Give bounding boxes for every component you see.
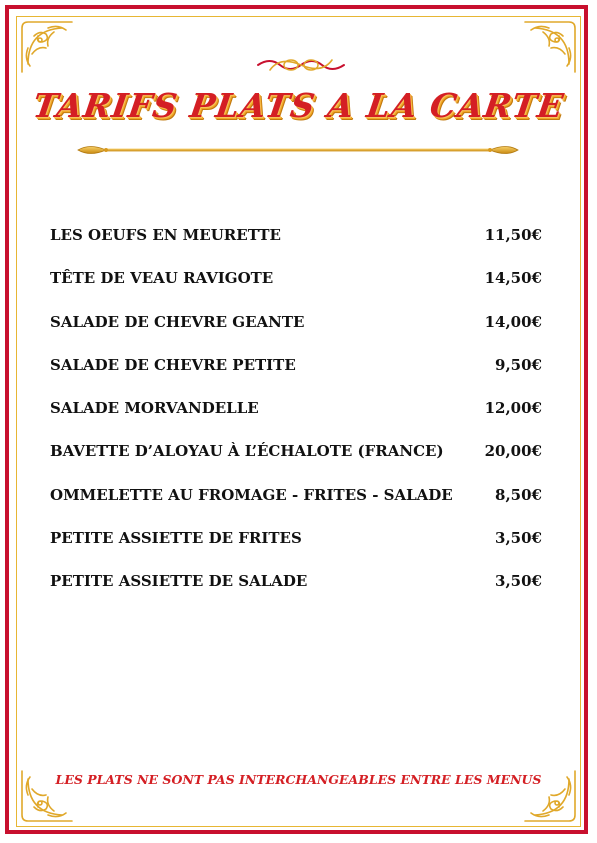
menu-item-price: 8,50€ xyxy=(495,485,542,504)
menu-row xyxy=(50,572,542,615)
menu-row xyxy=(50,442,542,485)
menu-item-price: 3,50€ xyxy=(495,572,542,591)
menu-item-name: LES OEUFS EN MEURETTE xyxy=(50,226,281,244)
menu-item-name: PETITE ASSIETTE DE FRITES xyxy=(50,529,302,548)
menu-row xyxy=(50,313,542,356)
menu-item-name: SALADE DE CHEVRE GEANTE xyxy=(50,312,305,331)
menu-item-price: 12,00€ xyxy=(484,399,542,418)
knot-flourish-icon xyxy=(256,54,346,76)
corner-ornament-icon xyxy=(521,18,579,76)
menu-row xyxy=(50,486,542,529)
menu-row xyxy=(50,529,542,572)
menu-item-price: 20,00€ xyxy=(484,442,542,461)
menu-item-price: 14,50€ xyxy=(484,269,542,288)
menu-item-name: BAVETTE D’ALOYAU À L’ÉCHALOTE (FRANCE) xyxy=(50,442,444,461)
menu-row xyxy=(50,226,542,269)
corner-ornament-icon xyxy=(18,18,76,76)
menu-item-price: 11,50€ xyxy=(484,226,542,244)
menu-item-price: 3,50€ xyxy=(495,529,542,548)
menu-row xyxy=(50,356,542,399)
menu-item-name: SALADE DE CHEVRE PETITE xyxy=(50,355,296,374)
page-title: TARIFS PLATS A LA CARTE xyxy=(30,86,567,125)
menu-list xyxy=(50,226,542,616)
menu-item-name: SALADE MORVANDELLE xyxy=(50,399,259,418)
menu-row xyxy=(50,269,542,312)
menu-row xyxy=(50,399,542,442)
menu-item-name: OMMELETTE AU FROMAGE - FRITES - SALADE xyxy=(50,485,453,504)
footer-note: LES PLATS NE SONT PAS INTERCHANGEABLES ENTRE LES MENUS xyxy=(55,772,542,787)
menu-item-name: PETITE ASSIETTE DE SALADE xyxy=(50,572,308,591)
menu-item-price: 9,50€ xyxy=(495,355,542,374)
menu-item-price: 14,00€ xyxy=(484,312,542,331)
arrow-divider-icon xyxy=(76,142,520,158)
menu-item-name: TÊTE DE VEAU RAVIGOTE xyxy=(50,269,274,288)
